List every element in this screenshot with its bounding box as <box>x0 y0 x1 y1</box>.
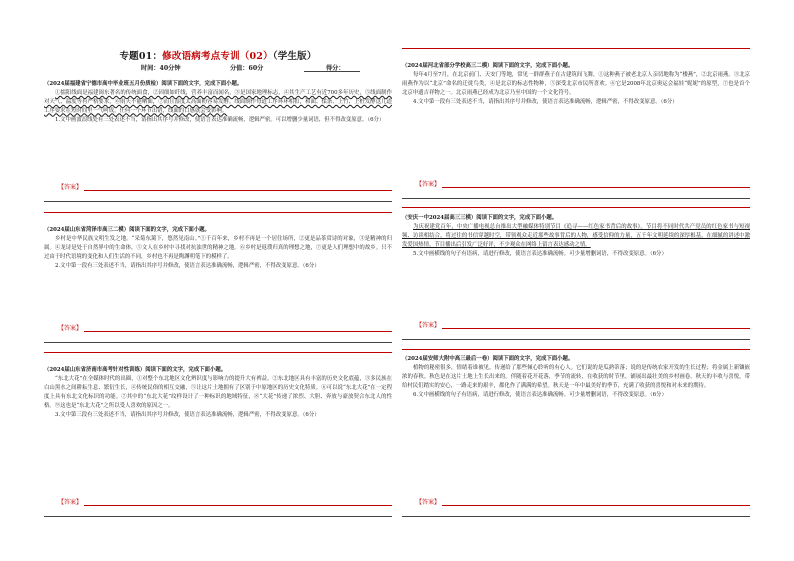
q4-top-line <box>402 48 750 49</box>
q5-passage: 为庆祝建党百年，中央广播电视总台推出大型融媒体特别节目《追寻——红色家书背后的故事》。节目将不同时代共产党员的红色家书与短视频、访谈相结合，将过往的书信穿越时空，带领观众走近那些故事背后的人物，感受信仰的力量，五千年文明延续的深厚根基，在细腻的讲述中激发爱国热情。节目播出后引发广泛好评，不少观众在网络上留言表达感动之情。 <box>402 223 750 248</box>
q3-answer-label: 【答案】 <box>58 499 83 506</box>
q6-prompt: 6.文中画横线的句子有语病，请进行修改，使语言表达准确流畅。可少量增删词语，不得改变原意。（6分） <box>413 391 667 398</box>
q4-separator <box>402 207 750 208</box>
q3-answer-line-2[interactable] <box>44 516 392 517</box>
q6-answer-label: 【答案】 <box>416 499 441 506</box>
q5-source: （安庆一中2024届高三三模）阅读下面的文字，完成下面小题。 <box>402 215 558 221</box>
q2-answer-line[interactable] <box>84 331 392 332</box>
q3-prompt: 3.文中第三段有三处表述不当，请指出其序号并修改，使语言表达准确流畅，逻辑严密，不得改变原意。（6分） <box>55 411 320 418</box>
q6-answer-line[interactable] <box>442 505 750 506</box>
q5-answer-label: 【答案】 <box>416 322 441 329</box>
title-suffix: （学生版） <box>272 51 317 62</box>
q1-answer-line-2[interactable] <box>44 201 392 202</box>
q4-passage: 每年4月至7月，在北京前门、天安门等地，常见一群群燕子在古建筑间飞舞，①这种燕子被老北京人亲切地称为“楼燕”，②北京雨燕。③北京雨燕作为以“北京”命名的迁徙鸟类，④是北京的标志性物种，⑤深受北京市民所喜欢。⑥它是2008年北京奥运会福娃“妮妮”的原型，⑦也是首个北京申遗吉祥物之一。北京雨燕已经成为北京乃至中国的一个文化符号。 <box>402 71 750 96</box>
page-title <box>44 48 392 62</box>
time-label: 时间：40分钟 <box>141 65 181 72</box>
q2-source: （2024届山东省菏泽市高三二模）阅读下面的文字，完成下面小题。 <box>44 227 210 233</box>
question-5 <box>402 214 750 259</box>
q5-separator <box>402 349 750 350</box>
score-blank-line <box>304 71 360 72</box>
q4-answer-line-2[interactable] <box>402 198 750 199</box>
q3-source: （2024届山东省济南市高考针对性训练）阅读下面的文字，完成下面小题。 <box>44 367 227 373</box>
q6-answer-line-2[interactable] <box>402 516 750 517</box>
q1-source: （2024届福建省宁德市高中毕业班五月份质检）阅读下面的文字，完成下面小题。 <box>44 81 243 87</box>
question-1 <box>44 80 392 125</box>
q2-prompt: 2.文中第一段有三处表述不当，请指出其序号并修改，使语言表达准确流畅，逻辑严密，不得改变原意。（6分） <box>55 262 320 269</box>
q2-separator <box>44 352 392 353</box>
title-prefix: 专题01： <box>119 51 163 62</box>
got-label: 得分： <box>326 65 345 72</box>
q1-prompt: 1.文中画波浪线处有三处表述不当，请指出其序号并修改，使语言表达准确流畅，逻辑严密。可以增删少量词语，但不得改变原意。（6分） <box>55 116 385 123</box>
q4-source: （2024届河北省部分学校高三二模）阅读下面的文字，完成下面小题。 <box>402 63 574 69</box>
q1-passage: ①擂阳线面是福建闽东著名的传统面食，②因细如纤线，营养丰富而闻名，③是国家地理标志，④其生产工艺有近700多年历史，⑤线面制作对天气、温度等有严格要求，⑥雨天不能晒面，⑦而且湿度太高面粉容易发酵。线面制作每道工序环环相扣，和面、揉条、上竹、上桩发酵这几道工序要求在短时间里一气呵成，任何一个环节出错，线面的口感就会受影响。 <box>44 89 392 114</box>
question-3 <box>44 366 392 419</box>
question-6 <box>402 355 750 400</box>
q4-answer-line[interactable] <box>442 187 750 188</box>
question-2 <box>44 226 392 271</box>
q5-answer-line[interactable] <box>442 328 750 329</box>
q1-answer-line[interactable] <box>84 190 392 191</box>
q6-source: （2024届安师大附中高三最后一卷）阅读下面的文字，完成下面小题。 <box>402 356 574 362</box>
q4-prompt: 4.文中第一段有三处表述不当，请指出其序号并修改，使语言表达准确流畅，逻辑严密，不得改变原意。（6分） <box>413 98 678 105</box>
q2-answer-line-2[interactable] <box>44 342 392 343</box>
q3-answer-line[interactable] <box>84 505 392 506</box>
q1-answer-label: 【答案】 <box>58 184 83 191</box>
q4-answer-label: 【答案】 <box>416 181 441 188</box>
score-label: 分值：60分 <box>230 65 264 72</box>
q1-separator <box>44 212 392 213</box>
q3-passage: “东北大花”在全媒体时代的出圈，①对整个东北地区文化辨识度与影响力的提升大有裨益。②东北地区具有丰富的历史文化底蕴，③多民族在白山黑水之间耕耘生息、繁衍生长，④传统民俗的相互交融，⑤让这片土地拥有了区别于中原地区的历史文化特质。⑥可以说“东北大花”在一定程度上具有东北文化标识的功能。⑦其中的“东北大花”纹样设计了一种标识的地域特征，⑧“大花”传递了浓烈、大胆、奔放与豪放契合东北人的性格。⑨这也是“东北大花”之所以受人喜欢的原因之一。 <box>44 375 392 409</box>
title-main: 修改语病考点专训（02） <box>162 51 273 62</box>
q6-passage: 植物的秘密很多，情绪着谁被见，传递给了那些倾心聆听的有心人。它们说的是瓜熟蒂落；说的是传统农家开发的生长过程；将金属上新镶嵌浓的春秋。秋色是在这片土地上生长出来的。伴随着花开花落，季节的流转，在收获的时节里，铺展出最壮美的乡村画卷。秋天的丰收与喜悦，带给村民们踏实的安心，一路走来的艰辛，都化作了满满的希望。秋天是一年中最美好的季节，充满了收获的喜悦和对未来的期待。 <box>402 364 750 389</box>
q2-answer-label: 【答案】 <box>58 325 83 332</box>
q2-passage: 乡村是中华民族文明生发之地。“采菊东篱下，悠然见南山。”①千百年来，乡村不再是一个居住场所，②更是品茶赏诗的对象，③是精神的归属。④龙诗是处于自然界中的生命体，⑤文人在乡村中寻找对抗浊世的精神之地。⑥乡村是返璞归真的理想之地，⑦更是人们理想中的故乡。只不过由于时代语境的变化和人们生活的不同，乡村也不再是陶渊明笔下的模样了。 <box>44 235 392 260</box>
question-4 <box>402 62 750 107</box>
q5-prompt: 5.文中画横线的句子有语病，请进行修改，使语言表达准确流畅。可少量增删词语，不得改变原意。（6分） <box>413 250 667 257</box>
q5-answer-line-2[interactable] <box>402 339 750 340</box>
